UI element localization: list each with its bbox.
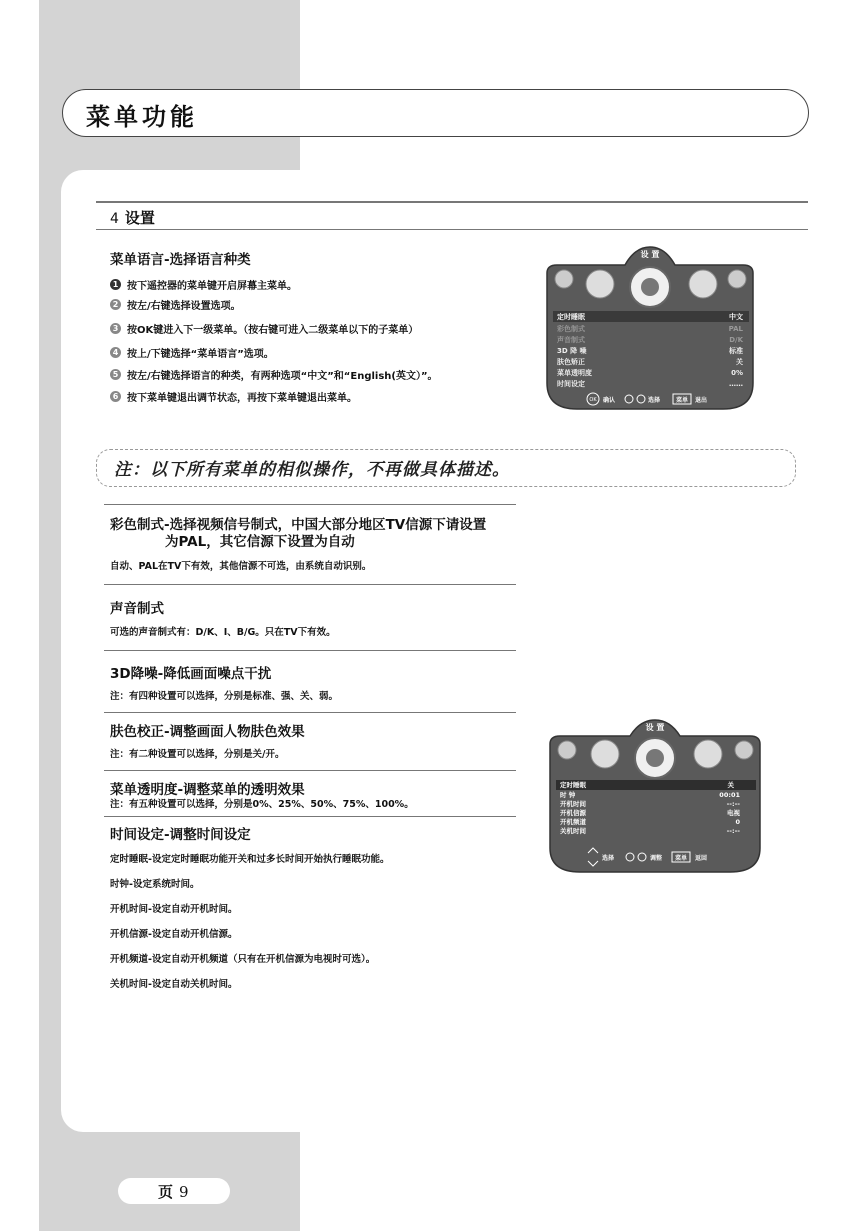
osd-row-label: 定时睡眠 — [560, 781, 586, 789]
skin-tone-text: 注：有二种设置可以选择，分别是关/开。 — [110, 749, 285, 760]
picture-icon — [591, 740, 619, 768]
osd-row-value: 0 — [735, 818, 740, 826]
osd-row-label: 开机时间 — [560, 800, 586, 808]
section-rule-bottom — [96, 229, 808, 230]
channel-icon — [735, 741, 753, 759]
step-number-badge: 2 — [110, 299, 121, 310]
osd-row-value: --:-- — [726, 800, 740, 808]
osd-row-value: 标准 — [729, 347, 743, 355]
osd-menu-label: 菜单 — [675, 397, 689, 404]
time-setting-line: 开机信源-设定自动开机信源。 — [110, 929, 238, 940]
color-system-heading-line2: 为PAL，其它信源下设置为自动 — [165, 534, 355, 550]
osd-select-label: 选择 — [602, 855, 615, 862]
time-setting-line: 定时睡眠-设定定时睡眠功能开关和过多长时间开始执行睡眠功能。 — [110, 854, 390, 865]
osd-row-label: 肤色矫正 — [557, 358, 585, 366]
note-text: 注：以下所有菜单的相似操作，不再做具体描述。 — [114, 460, 510, 480]
osd-row-label: 声音制式 — [557, 336, 585, 344]
page-title: 菜单功能 — [86, 102, 198, 131]
divider — [104, 650, 516, 651]
osd-row-value: 0% — [731, 369, 743, 377]
menu-language-heading: 菜单语言-选择语言种类 — [110, 252, 251, 268]
sound-system-heading: 声音制式 — [110, 601, 164, 617]
divider — [104, 504, 516, 505]
step-text: 按OK键进入下一级菜单。（按右键可进入二级菜单以下的子菜单） — [127, 325, 419, 336]
channel-icon — [728, 270, 746, 288]
osd-select-label: 选择 — [648, 397, 661, 404]
osd-confirm-label: 确认 — [603, 397, 616, 404]
osd-row-value: 关 — [736, 358, 743, 366]
step-text: 按下遥控器的菜单键开启屏幕主菜单。 — [127, 281, 297, 292]
step-number-badge: 6 — [110, 391, 121, 402]
osd-back-label: 返回 — [695, 855, 708, 862]
osd-back-label: 退出 — [695, 397, 708, 404]
osd-adjust-label: 调整 — [650, 855, 663, 862]
page-label-text: 页 — [158, 1183, 174, 1201]
osd-row-label: 定时睡眠 — [557, 313, 585, 321]
osd-row-value: 关 — [727, 781, 734, 789]
step-text: 按左/右键选择设置选项。 — [127, 301, 241, 312]
step-4 — [110, 345, 274, 360]
time-setting-line: 开机频道-设定自动开机频道（只有在开机信源为电视时可选）。 — [110, 954, 376, 965]
time-setting-line: 关机时间-设定自动关机时间。 — [110, 979, 238, 990]
menu-icon — [558, 741, 576, 759]
skin-tone-heading: 肤色校正-调整画面人物肤色效果 — [110, 724, 305, 740]
osd-row-value: 电视 — [727, 809, 740, 817]
noise-reduction-heading: 3D降噪-降低画面噪点干扰 — [110, 666, 272, 682]
color-system-heading-line1: 彩色制式-选择视频信号制式，中国大部分地区TV信源下请设置 — [110, 517, 487, 533]
sound-system-text: 可选的声音制式有：D/K、I、B/G。只在TV下有效。 — [110, 627, 336, 638]
menu-transparency-text: 注：有五种设置可以选择，分别是0%、25%、50%、75%、100%。 — [110, 799, 414, 810]
menu-icon — [555, 270, 573, 288]
osd-row-label: 彩色制式 — [557, 325, 585, 333]
step-text: 按下菜单键退出调节状态，再按下菜单键退出菜单。 — [127, 393, 357, 404]
step-number-badge: 4 — [110, 347, 121, 358]
divider — [104, 770, 516, 771]
osd-menu-label: 菜单 — [674, 855, 688, 862]
sound-icon — [694, 740, 722, 768]
osd-screenshot-time — [538, 716, 773, 876]
osd-row-label: 开机信源 — [560, 809, 586, 817]
time-setting-line: 时钟-设定系统时间。 — [110, 879, 200, 890]
osd-title: 设 置 — [640, 250, 660, 259]
noise-reduction-text: 注：有四种设置可以选择，分别是标准、强、关、弱。 — [110, 691, 339, 702]
osd-row-value: D/K — [729, 336, 743, 344]
divider — [104, 712, 516, 713]
osd-ok-label: OK — [589, 397, 597, 403]
step-1 — [110, 277, 297, 292]
divider — [104, 584, 516, 585]
page-number-value: 9 — [179, 1183, 189, 1201]
osd-row-label: 时 钟 — [560, 791, 576, 799]
step-6 — [110, 389, 357, 404]
osd-row-value: …… — [729, 380, 743, 388]
step-text: 按上/下键选择“菜单语言”选项。 — [127, 349, 274, 360]
osd-title: 设 置 — [645, 723, 665, 732]
time-setting-heading: 时间设定-调整时间设定 — [110, 827, 251, 843]
step-number-badge: 1 — [110, 279, 121, 290]
step-2 — [110, 297, 241, 312]
section-name: 设置 — [124, 209, 155, 227]
sound-icon — [689, 270, 717, 298]
divider — [104, 816, 516, 817]
osd-row-label: 时间设定 — [557, 380, 585, 388]
osd-row-value: PAL — [728, 325, 743, 333]
time-setting-line: 开机时间-设定自动开机时间。 — [110, 904, 238, 915]
osd-row-label: 菜单透明度 — [557, 369, 592, 377]
step-text: 按左/右键选择语言的种类，有两种选项“中文”和“English(英文）”。 — [127, 371, 438, 382]
osd-row-label: 3D 降 噪 — [557, 347, 587, 355]
step-3 — [110, 321, 418, 336]
menu-transparency-heading: 菜单透明度-调整菜单的透明效果 — [110, 782, 305, 798]
osd-row-value: 00:01 — [719, 791, 740, 799]
picture-icon — [586, 270, 614, 298]
osd-row-label: 开机频道 — [560, 818, 586, 826]
page-number — [158, 1181, 189, 1202]
step-number-badge: 5 — [110, 369, 121, 380]
osd-screenshot-language — [535, 243, 765, 413]
step-5 — [110, 367, 438, 382]
osd-row-value: 中文 — [729, 313, 743, 321]
step-number-badge: 3 — [110, 323, 121, 334]
section-title — [110, 207, 155, 228]
osd-row-value: --:-- — [726, 827, 740, 835]
color-system-text: 自动、PAL在TV下有效，其他信源不可选，由系统自动识别。 — [110, 561, 372, 572]
section-number: 4 — [110, 211, 119, 227]
section-rule-top — [96, 201, 808, 203]
osd-row-label: 关机时间 — [560, 827, 586, 835]
